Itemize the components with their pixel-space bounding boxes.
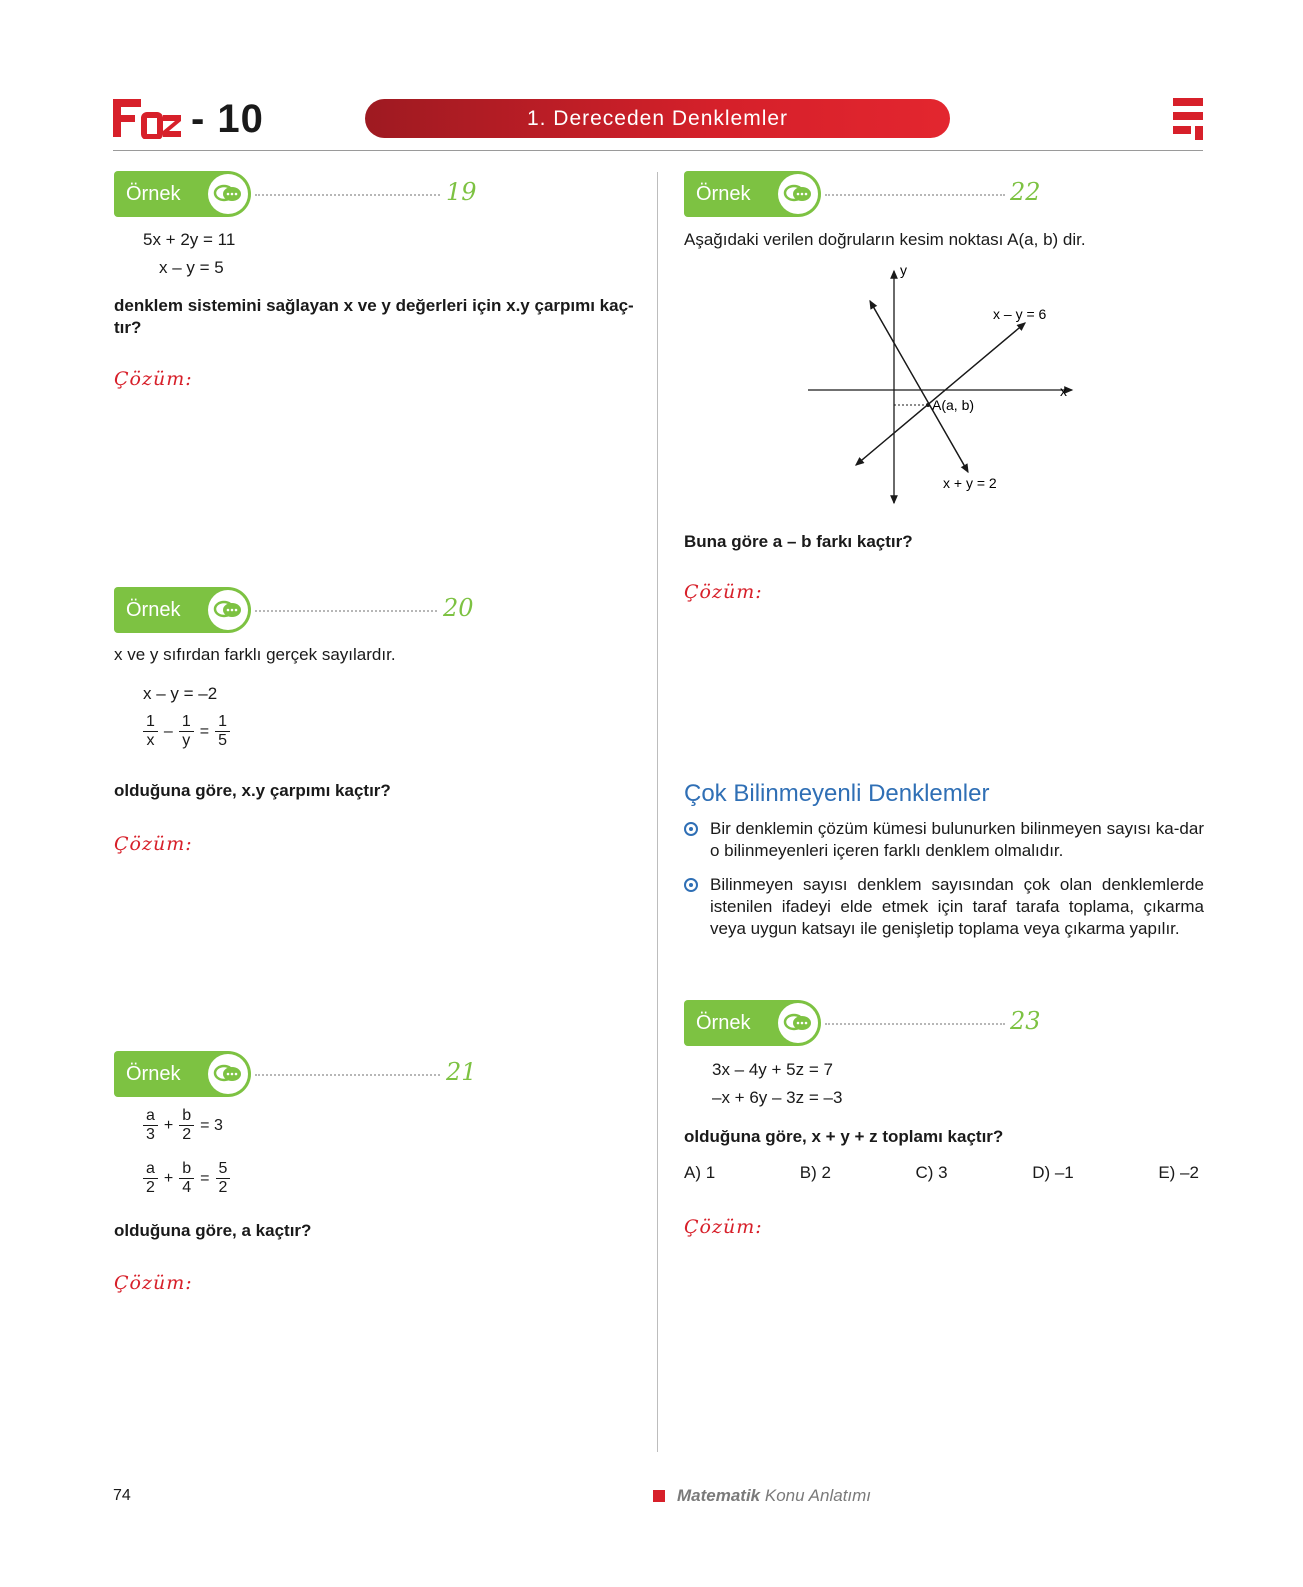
- fraction-equation-2: [143, 1160, 230, 1197]
- fraction: [143, 1160, 158, 1197]
- question-line-1: denklem sistemini sağlayan x ve y değerleri için x.y çarpımı kaç-: [114, 296, 634, 315]
- speech-bubbles-icon: [778, 174, 818, 214]
- footer-brand: [653, 1486, 871, 1506]
- ornek-badge-23: [684, 1000, 821, 1046]
- operator: +: [163, 1169, 174, 1187]
- speech-bubbles-icon: [778, 1003, 818, 1043]
- dotted-leader: [825, 194, 1005, 196]
- section-title: Çok Bilinmeyenli Denklemler: [684, 780, 990, 807]
- question-text: olduğuna göre, x + y + z toplamı kaçtır?: [684, 1127, 1004, 1146]
- choice-c[interactable]: C) 3: [915, 1163, 948, 1182]
- denominator: 2: [182, 1126, 192, 1143]
- dotted-leader: [255, 610, 437, 612]
- fraction-equation-1: [143, 1107, 223, 1144]
- fraction: [143, 1107, 158, 1144]
- bullet-item: [684, 874, 1204, 940]
- numerator: 1: [215, 713, 230, 732]
- bullet-text: Bilinmeyen sayısı denklem sayısından çok olan denklemlerde istenilen ifadeyi elde etmek için taraf tarafa toplama, çıkarma veya uygun katsayı ile genişletip toplama veya çıkarma yapılır.: [710, 875, 1204, 938]
- choice-a[interactable]: A) 1: [684, 1163, 716, 1182]
- dotted-leader: [255, 1074, 440, 1076]
- intersection-point: [926, 403, 930, 407]
- ornek-label: Örnek: [696, 1011, 751, 1034]
- example-number: 22: [1010, 178, 1041, 206]
- speech-bubbles-icon: [208, 174, 248, 214]
- ornek-label: Örnek: [126, 182, 181, 205]
- ornek-label: Örnek: [126, 598, 181, 621]
- numerator: 1: [179, 713, 194, 732]
- denominator: x: [146, 732, 155, 749]
- numerator: b: [179, 1107, 194, 1126]
- cozum-label: Çözüm:: [684, 581, 763, 603]
- question-line-2: tır?: [114, 318, 142, 337]
- example-number: 21: [446, 1058, 477, 1086]
- operator: +: [163, 1116, 174, 1134]
- graph-svg: [800, 265, 1085, 510]
- fraction: [216, 1160, 231, 1197]
- example-number: 19: [446, 178, 477, 206]
- speech-bubbles-icon: [208, 1054, 248, 1094]
- ornek-badge-21: [114, 1051, 251, 1097]
- dotted-leader: [255, 194, 440, 196]
- brand-bold: Matematik: [677, 1486, 761, 1505]
- denominator: 4: [182, 1179, 192, 1196]
- bullet-item: [684, 818, 1204, 862]
- dotted-leader: [825, 1023, 1005, 1025]
- bullet-icon: [684, 878, 698, 892]
- equals-value: = 3: [200, 1116, 223, 1134]
- operator: =: [199, 722, 210, 740]
- bullet-icon: [684, 822, 698, 836]
- cozum-label: Çözüm:: [684, 1216, 763, 1238]
- denominator: y: [182, 732, 191, 749]
- line-intersection-graph: [800, 265, 1085, 510]
- line2-label: x + y = 2: [943, 475, 997, 491]
- choice-d[interactable]: D) –1: [1032, 1163, 1074, 1182]
- numerator: 5: [216, 1160, 231, 1179]
- brand-square-icon: [653, 1490, 665, 1502]
- numerator: b: [179, 1160, 194, 1179]
- fraction: [179, 713, 194, 750]
- question-text: Buna göre a – b farkı kaçtır?: [684, 532, 913, 551]
- denominator: 2: [218, 1179, 228, 1196]
- ornek-label: Örnek: [126, 1062, 181, 1085]
- y-axis-label: y: [900, 265, 907, 278]
- fraction: [143, 713, 158, 750]
- example-number: 20: [443, 594, 474, 622]
- denominator: 5: [218, 732, 227, 749]
- ornek-badge-20: [114, 587, 251, 633]
- answer-choices: [684, 1163, 1199, 1183]
- column-divider: [657, 172, 658, 1452]
- numerator: a: [143, 1107, 158, 1126]
- cozum-label: Çözüm:: [114, 833, 193, 855]
- header-divider: [113, 150, 1203, 151]
- x-axis-label: x: [1060, 383, 1067, 399]
- page-number: 74: [113, 1487, 131, 1504]
- equation-1: 5x + 2y = 11: [143, 230, 236, 249]
- intro-text: Aşağıdaki verilen doğruların kesim noktası A(a, b) dir.: [684, 230, 1086, 249]
- brand-rest: Konu Anlatımı: [764, 1486, 872, 1505]
- bullet-text: Bir denklemin çözüm kümesi bulunurken bilinmeyen sayısı ka-dar o bilinmeyenleri içeren farklı denklem olmalıdır.: [710, 819, 1204, 860]
- equation-1: x – y = –2: [143, 684, 218, 703]
- point-label: A(a, b): [932, 397, 975, 413]
- cozum-label: Çözüm:: [114, 368, 193, 390]
- fraction: [215, 713, 230, 750]
- operator: –: [163, 722, 173, 740]
- bullet-list: [684, 818, 1204, 940]
- fraction-equation: [143, 713, 230, 750]
- ornek-label: Örnek: [696, 182, 751, 205]
- equation-2: x – y = 5: [159, 258, 224, 277]
- operator: =: [200, 1169, 210, 1187]
- denominator: 2: [146, 1179, 155, 1196]
- numerator: 1: [143, 713, 158, 732]
- faz-logo-mark: [113, 99, 181, 139]
- example-number: 23: [1010, 1007, 1041, 1035]
- chapter-title: 1. Dereceden Denklemler: [365, 99, 950, 138]
- choice-e[interactable]: E) –2: [1158, 1163, 1199, 1182]
- fraction: [179, 1160, 194, 1197]
- denominator: 3: [146, 1126, 155, 1143]
- cozum-label: Çözüm:: [114, 1272, 193, 1294]
- ornek-badge-19: [114, 171, 251, 217]
- numerator: a: [143, 1160, 158, 1179]
- choice-b[interactable]: B) 2: [799, 1163, 831, 1182]
- ornek-badge-22: [684, 171, 821, 217]
- speech-bubbles-icon: [208, 590, 248, 630]
- equation-1: 3x – 4y + 5z = 7: [712, 1060, 833, 1079]
- equation-2: –x + 6y – 3z = –3: [712, 1088, 843, 1107]
- question-text: olduğuna göre, a kaçtır?: [114, 1221, 312, 1240]
- intro-text: x ve y sıfırdan farklı gerçek sayılardır.: [114, 645, 396, 664]
- logo-text: - 10: [191, 96, 264, 141]
- line1-label: x – y = 6: [993, 306, 1047, 322]
- faz-logo: [113, 98, 264, 140]
- question-text: olduğuna göre, x.y çarpımı kaçtır?: [114, 781, 391, 800]
- corner-logo-icon: [1173, 98, 1203, 140]
- question-text: [114, 295, 639, 339]
- fraction: [179, 1107, 194, 1144]
